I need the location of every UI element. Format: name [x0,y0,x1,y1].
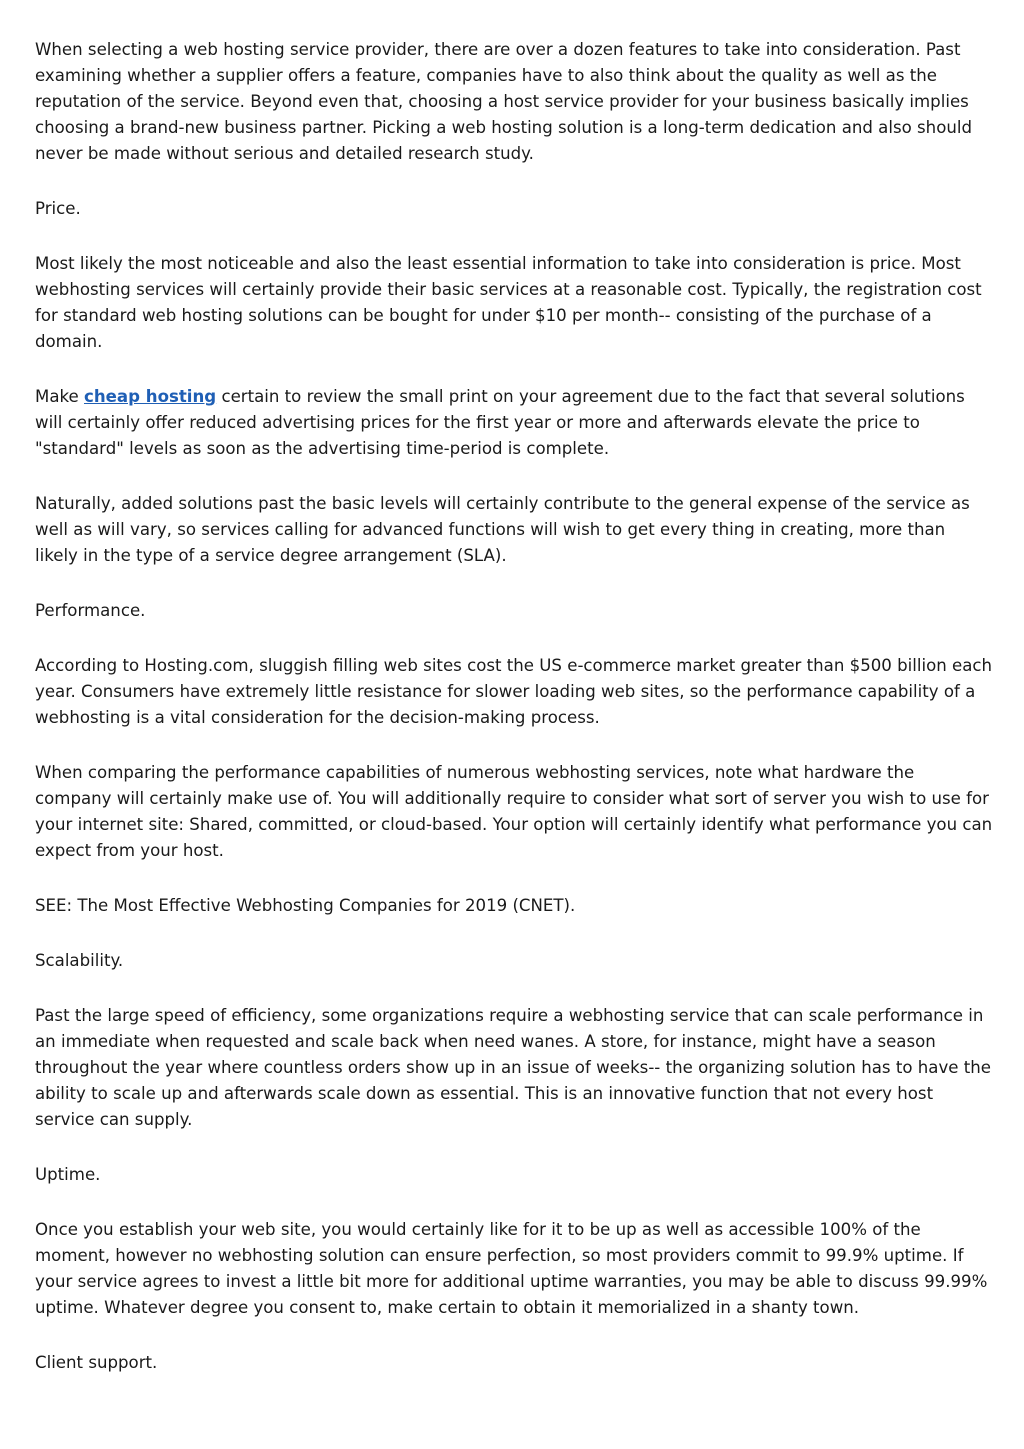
document-page [35,37,993,1405]
comparison-paragraph: When comparing the performance capabilities of numerous webhosting services, note what hardware the company will certainly make use of. You will additionally require to consider what sort of server you wish to use for your internet site: Shared, committed, or cloud-based. Your option will certainly identify what performance you can expect from your host. [35,763,993,860]
heading-client-support: Client support. [35,1353,158,1372]
fine-print-lead: Make [35,387,84,406]
heading-price: Price. [35,199,81,218]
see-also-paragraph: SEE: The Most Effective Webhosting Companies for 2019 (CNET). [35,896,576,915]
price-paragraph: Most likely the most noticeable and also the least essential information to take into consideration is price. Most webhosting services will certainly provide their basic services at a reasonable cost. Typically, the registration cost for standard web hosting solutions can be bought for under $10 per month-- consisting of the purchase of a domain. [35,254,982,351]
fine-print-paragraph [35,384,993,462]
scalability-paragraph: Past the large speed of efficiency, some organizations require a webhosting service that can scale performance in an immediate when requested and scale back when need wanes. A store, for instance, might have a season throughout the year where countless orders show up in an issue of weeks-- the organizing solution has to have the ability to scale up and afterwards scale down as essential. This is an innovative function that not every host service can supply. [35,1006,991,1129]
cheap-hosting-link[interactable]: cheap hosting [84,387,217,406]
intro-paragraph: When selecting a web hosting service provider, there are over a dozen features to take into consideration. Past examining whether a supplier offers a feature, companies have to also think about the quality as well as the reputation of the service. Beyond even that, choosing a host service provider for your business basically implies choosing a brand-new business partner. Picking a web hosting solution is a long-term dedication and also should never be made without serious and detailed research study. [35,40,973,163]
fine-print-rest: certain to review the small print on your agreement due to the fact that several solutions will certainly offer reduced advertising prices for the first year or more and afterwards elevate the price to "standard" levels as soon as the advertising time-period is complete. [35,387,965,458]
added-solutions-paragraph: Naturally, added solutions past the basic levels will certainly contribute to the general expense of the service as well as will vary, so services calling for advanced functions will wish to get every thing in creating, more than likely in the type of a service degree arrangement (SLA). [35,494,970,565]
uptime-paragraph: Once you establish your web site, you would certainly like for it to be up as well as accessible 100% of the moment, however no webhosting solution can ensure perfection, so most providers commit to 99.9% uptime. If your service agrees to invest a little bit more for additional uptime warranties, you may be able to discuss 99.99% uptime. Whatever degree you consent to, make certain to obtain it memorialized in a shanty town. [35,1220,988,1317]
heading-scalability: Scalability. [35,951,124,970]
heading-performance: Performance. [35,601,146,620]
heading-uptime: Uptime. [35,1165,101,1184]
performance-paragraph: According to Hosting.com, sluggish filling web sites cost the US e-commerce market greater than $500 billion each year. Consumers have extremely little resistance for slower loading web sites, so the performance capability of a webhosting is a vital consideration for the decision-making process. [35,656,993,727]
